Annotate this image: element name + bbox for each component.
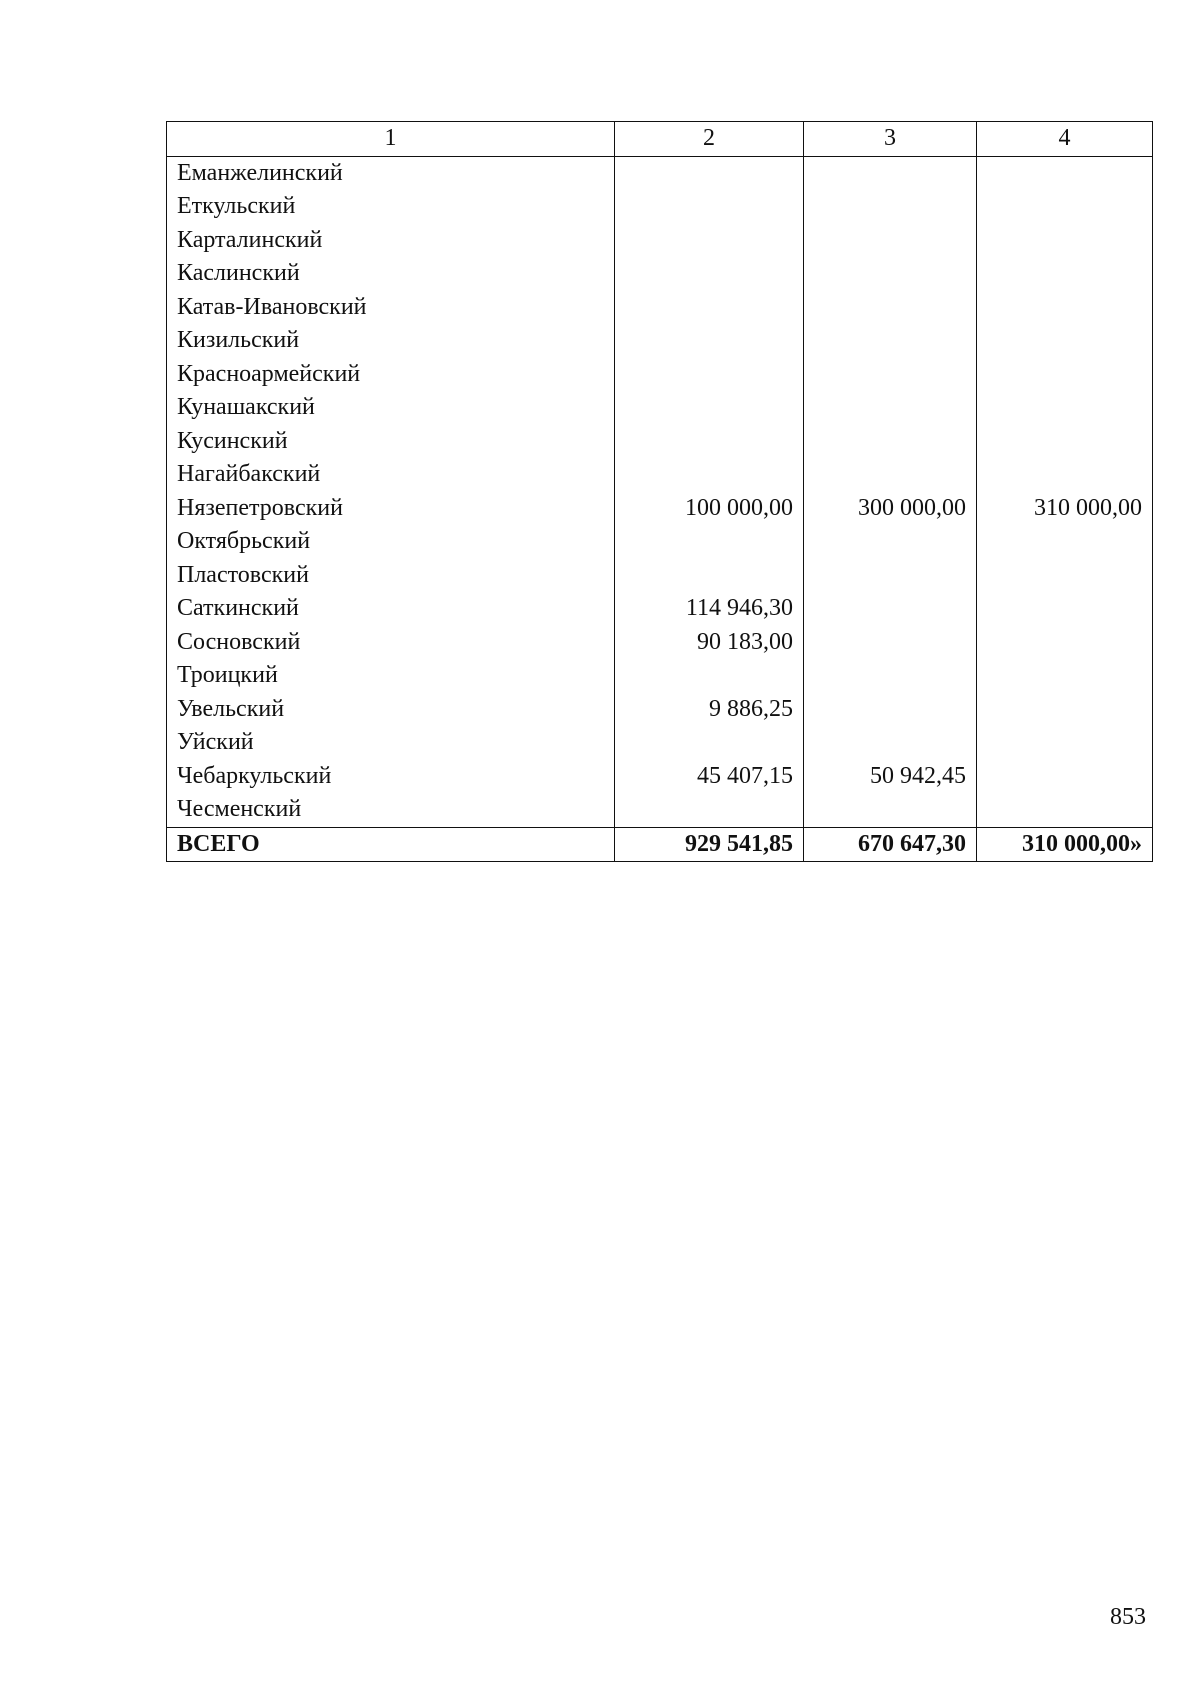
district-name-cell: Катав-Ивановский bbox=[167, 291, 615, 325]
district-name-cell: Еманжелинский bbox=[167, 156, 615, 190]
table-row bbox=[167, 324, 1153, 358]
amount-cell-col4 bbox=[977, 525, 1153, 559]
district-name-cell: Нязепетровский bbox=[167, 492, 615, 526]
table-body bbox=[167, 156, 1153, 862]
amount-cell-col4 bbox=[977, 559, 1153, 593]
amount-cell-col4 bbox=[977, 190, 1153, 224]
amount-cell-col2: 90 183,00 bbox=[615, 626, 804, 660]
amount-cell-col3 bbox=[804, 190, 977, 224]
amount-cell-col4 bbox=[977, 693, 1153, 727]
amount-cell-col2 bbox=[615, 726, 804, 760]
table-row bbox=[167, 659, 1153, 693]
amount-cell-col2 bbox=[615, 559, 804, 593]
amount-cell-col3 bbox=[804, 458, 977, 492]
total-amount-col2: 929 541,85 bbox=[615, 827, 804, 862]
amount-cell-col3 bbox=[804, 391, 977, 425]
amount-cell-col3 bbox=[804, 425, 977, 459]
table-row bbox=[167, 358, 1153, 392]
table-row bbox=[167, 492, 1153, 526]
total-label: ВСЕГО bbox=[167, 827, 615, 862]
column-header-4: 4 bbox=[977, 122, 1153, 157]
amount-cell-col2: 9 886,25 bbox=[615, 693, 804, 727]
table-row bbox=[167, 592, 1153, 626]
district-name-cell: Сосновский bbox=[167, 626, 615, 660]
amount-cell-col4 bbox=[977, 425, 1153, 459]
amount-cell-col4 bbox=[977, 358, 1153, 392]
district-name-cell: Чесменский bbox=[167, 793, 615, 827]
district-name-cell: Кизильский bbox=[167, 324, 615, 358]
amount-cell-col3 bbox=[804, 592, 977, 626]
district-name-cell: Кусинский bbox=[167, 425, 615, 459]
amount-cell-col4 bbox=[977, 391, 1153, 425]
amount-cell-col3 bbox=[804, 559, 977, 593]
district-name-cell: Нагайбакский bbox=[167, 458, 615, 492]
table-row bbox=[167, 559, 1153, 593]
amount-cell-col3 bbox=[804, 793, 977, 827]
column-header-1: 1 bbox=[167, 122, 615, 157]
table-row bbox=[167, 257, 1153, 291]
amount-cell-col4 bbox=[977, 156, 1153, 190]
amount-cell-col2: 45 407,15 bbox=[615, 760, 804, 794]
table-row bbox=[167, 793, 1153, 827]
column-header-2: 2 bbox=[615, 122, 804, 157]
amount-cell-col2 bbox=[615, 291, 804, 325]
amount-cell-col3 bbox=[804, 358, 977, 392]
amount-cell-col3 bbox=[804, 291, 977, 325]
amount-cell-col4 bbox=[977, 257, 1153, 291]
amount-cell-col3: 50 942,45 bbox=[804, 760, 977, 794]
table-row bbox=[167, 760, 1153, 794]
data-table bbox=[166, 121, 1153, 862]
district-name-cell: Троицкий bbox=[167, 659, 615, 693]
table-row bbox=[167, 693, 1153, 727]
amount-cell-col3 bbox=[804, 525, 977, 559]
page-number: 853 bbox=[1110, 1604, 1146, 1630]
amount-cell-col4 bbox=[977, 793, 1153, 827]
amount-cell-col2 bbox=[615, 425, 804, 459]
amount-cell-col3 bbox=[804, 693, 977, 727]
amount-cell-col3 bbox=[804, 324, 977, 358]
table-row bbox=[167, 224, 1153, 258]
amount-cell-col4 bbox=[977, 760, 1153, 794]
amount-cell-col4 bbox=[977, 626, 1153, 660]
table-row bbox=[167, 190, 1153, 224]
amount-cell-col2 bbox=[615, 659, 804, 693]
table-row bbox=[167, 425, 1153, 459]
amount-cell-col2 bbox=[615, 525, 804, 559]
district-name-cell: Карталинский bbox=[167, 224, 615, 258]
district-name-cell: Кунашакский bbox=[167, 391, 615, 425]
total-row bbox=[167, 827, 1153, 862]
amount-cell-col3 bbox=[804, 626, 977, 660]
amount-cell-col2 bbox=[615, 190, 804, 224]
column-header-3: 3 bbox=[804, 122, 977, 157]
district-name-cell: Пластовский bbox=[167, 559, 615, 593]
table-row bbox=[167, 458, 1153, 492]
amount-cell-col2 bbox=[615, 458, 804, 492]
district-name-cell: Еткульский bbox=[167, 190, 615, 224]
amount-cell-col4 bbox=[977, 726, 1153, 760]
district-name-cell: Уйский bbox=[167, 726, 615, 760]
amount-cell-col3: 300 000,00 bbox=[804, 492, 977, 526]
amount-cell-col4 bbox=[977, 291, 1153, 325]
amount-cell-col2 bbox=[615, 156, 804, 190]
amount-cell-col4 bbox=[977, 592, 1153, 626]
table-row bbox=[167, 291, 1153, 325]
amount-cell-col3 bbox=[804, 224, 977, 258]
district-name-cell: Октябрьский bbox=[167, 525, 615, 559]
table-row bbox=[167, 626, 1153, 660]
amount-cell-col3 bbox=[804, 257, 977, 291]
total-amount-col4: 310 000,00» bbox=[977, 827, 1153, 862]
district-name-cell: Саткинский bbox=[167, 592, 615, 626]
amount-cell-col3 bbox=[804, 726, 977, 760]
district-name-cell: Чебаркульский bbox=[167, 760, 615, 794]
amount-cell-col4 bbox=[977, 458, 1153, 492]
amount-cell-col2 bbox=[615, 358, 804, 392]
amount-cell-col2 bbox=[615, 324, 804, 358]
district-name-cell: Увельский bbox=[167, 693, 615, 727]
amount-cell-col2: 100 000,00 bbox=[615, 492, 804, 526]
amount-cell-col3 bbox=[804, 156, 977, 190]
table-row bbox=[167, 391, 1153, 425]
amount-cell-col2 bbox=[615, 391, 804, 425]
amount-cell-col4 bbox=[977, 224, 1153, 258]
table-row bbox=[167, 726, 1153, 760]
table-row bbox=[167, 525, 1153, 559]
amount-cell-col2 bbox=[615, 224, 804, 258]
amount-cell-col2 bbox=[615, 257, 804, 291]
amount-cell-col4 bbox=[977, 324, 1153, 358]
amount-cell-col3 bbox=[804, 659, 977, 693]
amount-cell-col2: 114 946,30 bbox=[615, 592, 804, 626]
district-name-cell: Каслинский bbox=[167, 257, 615, 291]
header-row bbox=[167, 122, 1153, 157]
amount-cell-col4: 310 000,00 bbox=[977, 492, 1153, 526]
district-name-cell: Красноармейский bbox=[167, 358, 615, 392]
table-row bbox=[167, 156, 1153, 190]
amount-cell-col4 bbox=[977, 659, 1153, 693]
total-amount-col3: 670 647,30 bbox=[804, 827, 977, 862]
amount-cell-col2 bbox=[615, 793, 804, 827]
